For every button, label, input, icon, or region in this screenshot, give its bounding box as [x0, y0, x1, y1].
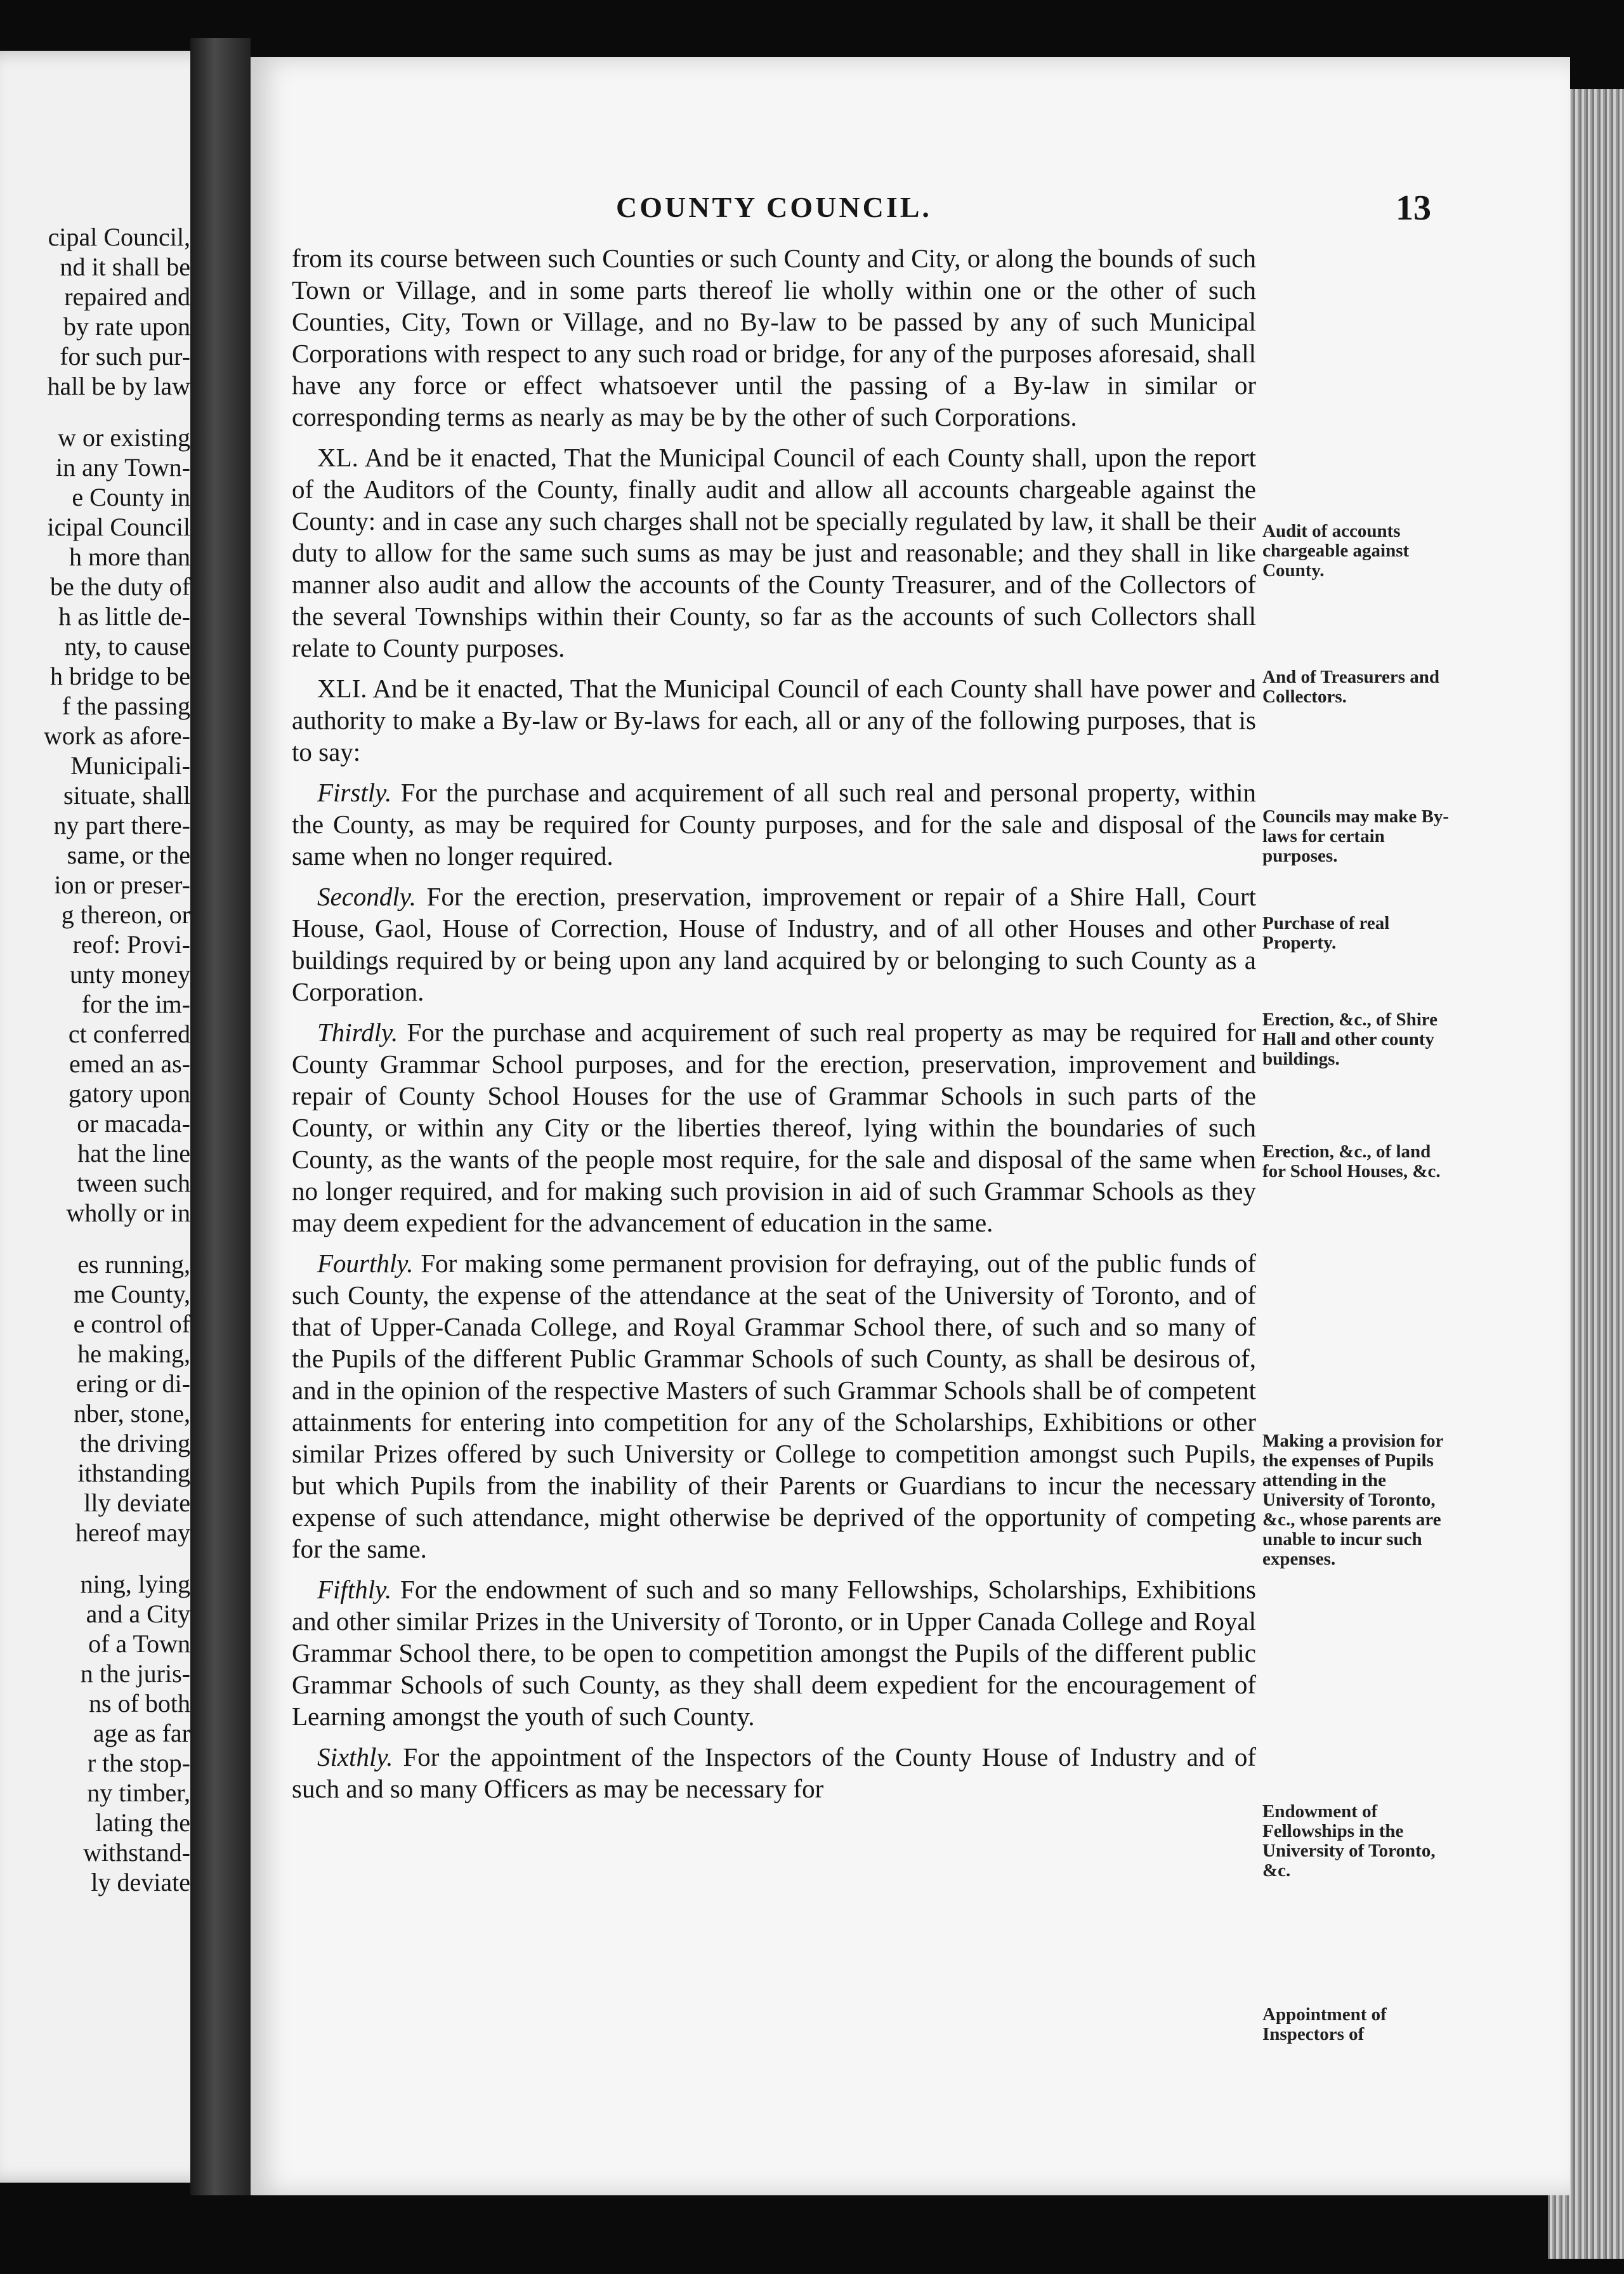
paragraph-text: For making some permanent provision for defraying, out of the public funds of such County, the expense of the attendance at the seat of the University of Toronto, and of that of Upper-Canada College, and Royal Grammar School there, of such and so many of the Pupils of the different Public Grammar Schools of such County, as shall be desirous of, and in the opinion of the respective Masters of such Grammar Schools shall be of competent attainments for entering into competition for any of the Scholarships, Exhibitions or other similar Prizes offered by such University or College to competition amongst such Pupils, but which Pupils from the inability of their Parents or Guardians to incur the necessary expense of such attendance, might otherwise be deprived of the opportunity of competing for the same. — [292, 1249, 1256, 1563]
clause-fourthly — [292, 1247, 1256, 1565]
left-page-line: h more than — [69, 542, 190, 571]
left-page-line: ny timber, — [87, 1778, 190, 1807]
left-page-line: es running, — [77, 1250, 190, 1278]
left-page-line: and a City — [86, 1600, 190, 1628]
left-page-line: Municipali- — [70, 751, 190, 780]
left-page-line: h as little de- — [58, 602, 190, 631]
left-page-line: work as afore- — [44, 721, 190, 750]
clause-sixthly — [292, 1741, 1256, 1804]
left-page-line: e County in — [72, 483, 190, 511]
left-page-line: repaired and — [64, 282, 190, 311]
left-page-line: ion or preser- — [54, 871, 190, 899]
left-page-line: ny part there- — [53, 811, 190, 839]
margin-note: Making a provision for the expenses of Pupils attending in the University of Toronto, &c., whose parents are unable to incur such expenses. — [1262, 1431, 1443, 1569]
left-page-line: wholly or in — [66, 1199, 190, 1227]
left-page-line: by rate upon — [63, 312, 190, 341]
paragraph-text: For the erection, preservation, improvement or repair of a Shire Hall, Court House, Gaol, House of Correction, House of Industry, and of all other Houses and other buildings required by or being upon any land acquired by or belonging to such County as a Corporation. — [292, 882, 1256, 1006]
margin-note: Erection, &c., of land for School Houses, &c. — [1262, 1141, 1441, 1181]
page-number: 13 — [1396, 188, 1431, 228]
left-page-line: same, or the — [67, 841, 190, 869]
left-page-line: of a Town — [88, 1629, 190, 1658]
clause-lead: Fourthly. — [317, 1249, 414, 1278]
margin-note: Councils may make By-laws for certain purposes. — [1262, 806, 1450, 866]
left-page-line: for the im- — [81, 990, 190, 1018]
clause-thirdly — [292, 1016, 1256, 1239]
left-page-line: age as far — [93, 1719, 190, 1747]
left-page-line: e control of — [73, 1310, 190, 1338]
left-page-line: h bridge to be — [49, 662, 190, 690]
left-page-gap — [0, 1548, 190, 1569]
left-page-line: nber, stone, — [74, 1399, 190, 1428]
left-page-line: in any Town- — [56, 453, 190, 482]
clause-lead: Fifthly. — [317, 1575, 392, 1604]
left-page-line: hereof may — [75, 1518, 190, 1547]
left-page-line: ly deviate — [91, 1868, 190, 1896]
left-page-line: nd it shall be — [60, 253, 190, 281]
section-xl — [292, 442, 1256, 664]
left-page-line: situate, shall — [63, 781, 190, 810]
clause-lead: Firstly. — [317, 778, 392, 807]
left-page-line: hat the line — [77, 1139, 190, 1167]
margin-note: And of Treasurers and Collectors. — [1262, 667, 1440, 707]
left-page-line: gatory upon — [68, 1079, 190, 1108]
left-page-line: or macada- — [77, 1109, 190, 1138]
left-page-line: unty money — [70, 960, 190, 989]
left-page-gap — [0, 1228, 190, 1249]
margin-note: Appointment of Inspectors of — [1262, 2004, 1387, 2044]
left-page-line: be the duty of — [49, 572, 190, 601]
left-page-line: the driving — [79, 1429, 190, 1457]
section-number: XLI. — [317, 674, 367, 703]
left-page-gap — [0, 401, 190, 423]
left-page-line: ithstanding — [77, 1459, 190, 1487]
paragraph-text: For the appointment of the Inspectors of the County House of Industry and of such and so many Officers as may be necessary for — [292, 1742, 1256, 1803]
left-page-line: ning, lying — [80, 1570, 190, 1598]
section-number: XL. — [317, 443, 358, 472]
paragraph-text: For the purchase and acquirement of all such real and personal property, within the County, as may be required for County purposes, and for the sale and disposal of the same when no longer required. — [292, 778, 1256, 871]
left-page-line: ns of both — [89, 1689, 190, 1718]
left-page-line: ct conferred — [68, 1020, 190, 1048]
paragraph-text: And be it enacted, That the Municipal Council of each County shall have power and authority to make a By-law or By-laws for each, all or any of the following purposes, that is to say: — [292, 674, 1256, 766]
running-head: COUNTY COUNCIL. — [616, 191, 932, 223]
paragraph-text: For the purchase and acquirement of such real property as may be required for County Grammar School purposes, and for the erection, preservation, improvement and repair of County School Houses for the use of Grammar Schools in such parts of the County, or within any City or the liberties thereof, lying within the boundaries of such County, as the wants of the people most require, for the sale and disposal of the same when no longer required, and for making such provision in aid of such Grammar Schools as they may deem expedient for the advancement of education in the same. — [292, 1018, 1256, 1237]
paragraph-text: For the endowment of such and so many Fellowships, Scholarships, Exhibitions and other similar Prizes in the University of Toronto, or in Upper Canada College and Royal Grammar School there, to be open to competition amongst the Pupils of the different public Grammar Schools of such County, as they shall deem expedient for the encouragement of Learning amongst the youth of such County. — [292, 1575, 1256, 1731]
left-page-line: emed an as- — [69, 1049, 190, 1078]
left-page-line: r the stop- — [87, 1749, 190, 1777]
clause-lead: Sixthly. — [317, 1742, 393, 1771]
margin-note: Endowment of Fellowships in the University of Toronto, &c. — [1262, 1801, 1436, 1881]
margin-note: Purchase of real Property. — [1262, 913, 1390, 953]
left-page-line: ering or di- — [76, 1369, 190, 1398]
left-page-line: tween such — [77, 1169, 190, 1197]
clause-firstly — [292, 777, 1256, 872]
margin-note: Audit of accounts chargeable against County. — [1262, 521, 1410, 581]
left-page-line: n the juris- — [80, 1659, 190, 1688]
book-gutter — [190, 38, 251, 2195]
left-page-line: f the passing — [62, 692, 190, 720]
clause-lead: Secondly. — [317, 882, 416, 911]
clause-secondly — [292, 881, 1256, 1008]
left-page-line: g thereon, or — [61, 900, 190, 929]
paragraph-text: And be it enacted, That the Municipal Council of each County shall, upon the report of the Auditors of the County, finally audit and allow all accounts chargeable against the County: and in case any such charges shall not be specially regulated by law, it shall be their duty to allow for the same such sums as may be just and reasonable; and they shall in like manner also audit and allow the accounts of the County Treasurer, and of the Collectors of the several Townships within their County, so far as the accounts of such Collectors shall relate to County purposes. — [292, 443, 1256, 662]
paragraph-continuation — [292, 242, 1256, 433]
clause-lead: Thirdly. — [317, 1018, 398, 1047]
section-xli — [292, 673, 1256, 768]
paragraph-text: from its course between such Counties or such County and City, or along the bounds of such Town or Village, and in some parts thereof lie wholly within one or the other of such Counties, City, Town or Village, and no By-law to be passed by any of such Municipal Corporations with respect to any such road or bridge, for any of the purposes aforesaid, shall have any force or effect whatsoever until the passing of a By-law in similar or corresponding terms as nearly as may be by the other of such Corporations. — [292, 244, 1257, 431]
body-text — [292, 242, 1256, 1813]
left-page-text-column — [0, 222, 190, 1897]
left-page-line: icipal Council — [47, 513, 190, 541]
left-page-line: hall be by law — [47, 372, 190, 400]
left-page-line: he making, — [77, 1339, 190, 1368]
clause-fifthly — [292, 1574, 1256, 1732]
left-page-line: lating the — [95, 1808, 190, 1837]
left-page-line: nty, to cause — [64, 632, 190, 661]
left-page-line: lly deviate — [84, 1489, 190, 1517]
left-page-line: withstand- — [83, 1838, 190, 1867]
left-page-line: cipal Council, — [48, 223, 190, 251]
left-page-line: me County, — [73, 1280, 190, 1308]
left-page-line: for such pur- — [60, 342, 190, 371]
left-page-line: reof: Provi- — [72, 930, 190, 959]
margin-note: Erection, &c., of Shire Hall and other county buildings. — [1262, 1009, 1437, 1069]
left-page-line: w or existing — [58, 423, 190, 452]
